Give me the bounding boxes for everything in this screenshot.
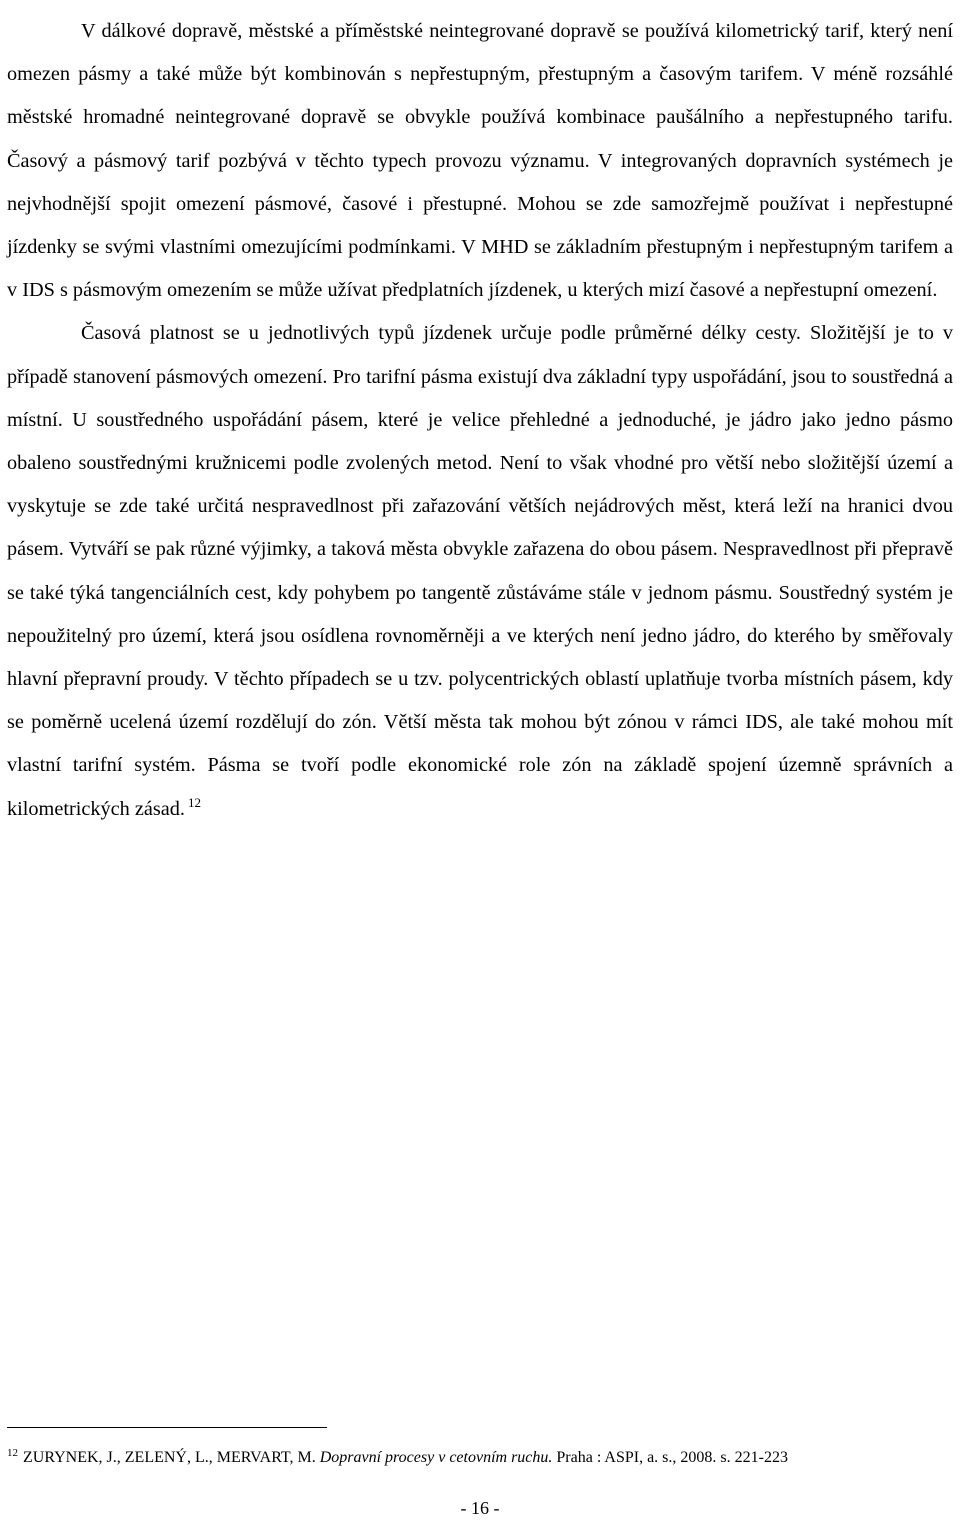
paragraph-1: V dálkové dopravě, městské a příměstské neintegrované dopravě se používá kilometrický tarif, který není omezen pásmy a také může být kombinován s nepřestupným, přestupným a časovým tarifem. V méně rozsáhlé městské hromadné neintegrované dopravě se obvykle používá kombinace paušálního a nepřestupného tarifu. Časový a pásmový tarif pozbývá v těchto typech provozu významu. V integrovaných dopravních systémech je nejvhodnější spojit omezení pásmové, časové i přestupné. Mohou se zde samozřejmě používat i nepřestupné jízdenky se svými vlastními omezujícími podmínkami. V MHD se základním přestupným i nepřestupným tarifem a v IDS s pásmovým omezením se může užívat předplatních jízdenek, u kterých mizí časové a nepřestupní omezení. [7, 20, 953, 302]
body-text [7, 10, 953, 831]
page-number: - 16 - [460, 1498, 500, 1518]
paragraph-2-text: Časová platnost se u jednotlivých typů jízdenek určuje podle průměrné délky cesty. Složitější je to v případě stanovení pásmových omezení. Pro tarifní pásma existují dva základní typy uspořádání, jsou to soustředná a místní. U soustředného uspořádání pásem, které je velice přehledné a jednoduché, je jádro jako jedno pásmo obaleno soustřednými kružnicemi podle zvolených metod. Není to však vhodné pro větší nebo složitější území a vyskytuje se zde také určitá nespravedlnost při zařazování větších nejádrových měst, která leží na hranici dvou pásem. Vytváří se pak různé výjimky, a taková města obvykle zařazena do obou pásem. Nespravedlnost při přepravě se také týká tangenciálních cest, kdy pohybem po tangentě zůstáváme stále v jednom pásmu. Soustředný systém je nepoužitelný pro území, která jsou osídlena rovnoměrněji a ve kterých není jedno jádro, do kterého by směřovaly hlavní přepravní proudy. V těchto případech se u tzv. polycentrických oblastí uplatňuje tvorba místních pásem, kdy se poměrně ucelená území rozdělují do zón. Větší města tak mohou být zónou v rámci IDS, ale také mohou mít vlastní tarifní systém. Pásma se tvoří podle ekonomické role zón na základě spojení územně správních a kilometrických zásad. [7, 322, 953, 820]
footnote-authors: ZURYNEK, J., ZELENÝ, L., MERVART, M. [23, 1449, 320, 1466]
footnote-number: 12 [7, 1446, 18, 1459]
paragraph-2 [7, 312, 953, 830]
footnote [7, 1447, 953, 1469]
footnote-publisher: Praha : ASPI, a. s., 2008. s. 221-223 [552, 1449, 788, 1466]
footnote-title: Dopravní procesy v cetovním ruchu. [319, 1449, 553, 1466]
footnote-separator [7, 1427, 327, 1428]
footnote-reference[interactable]: 12 [187, 794, 201, 810]
